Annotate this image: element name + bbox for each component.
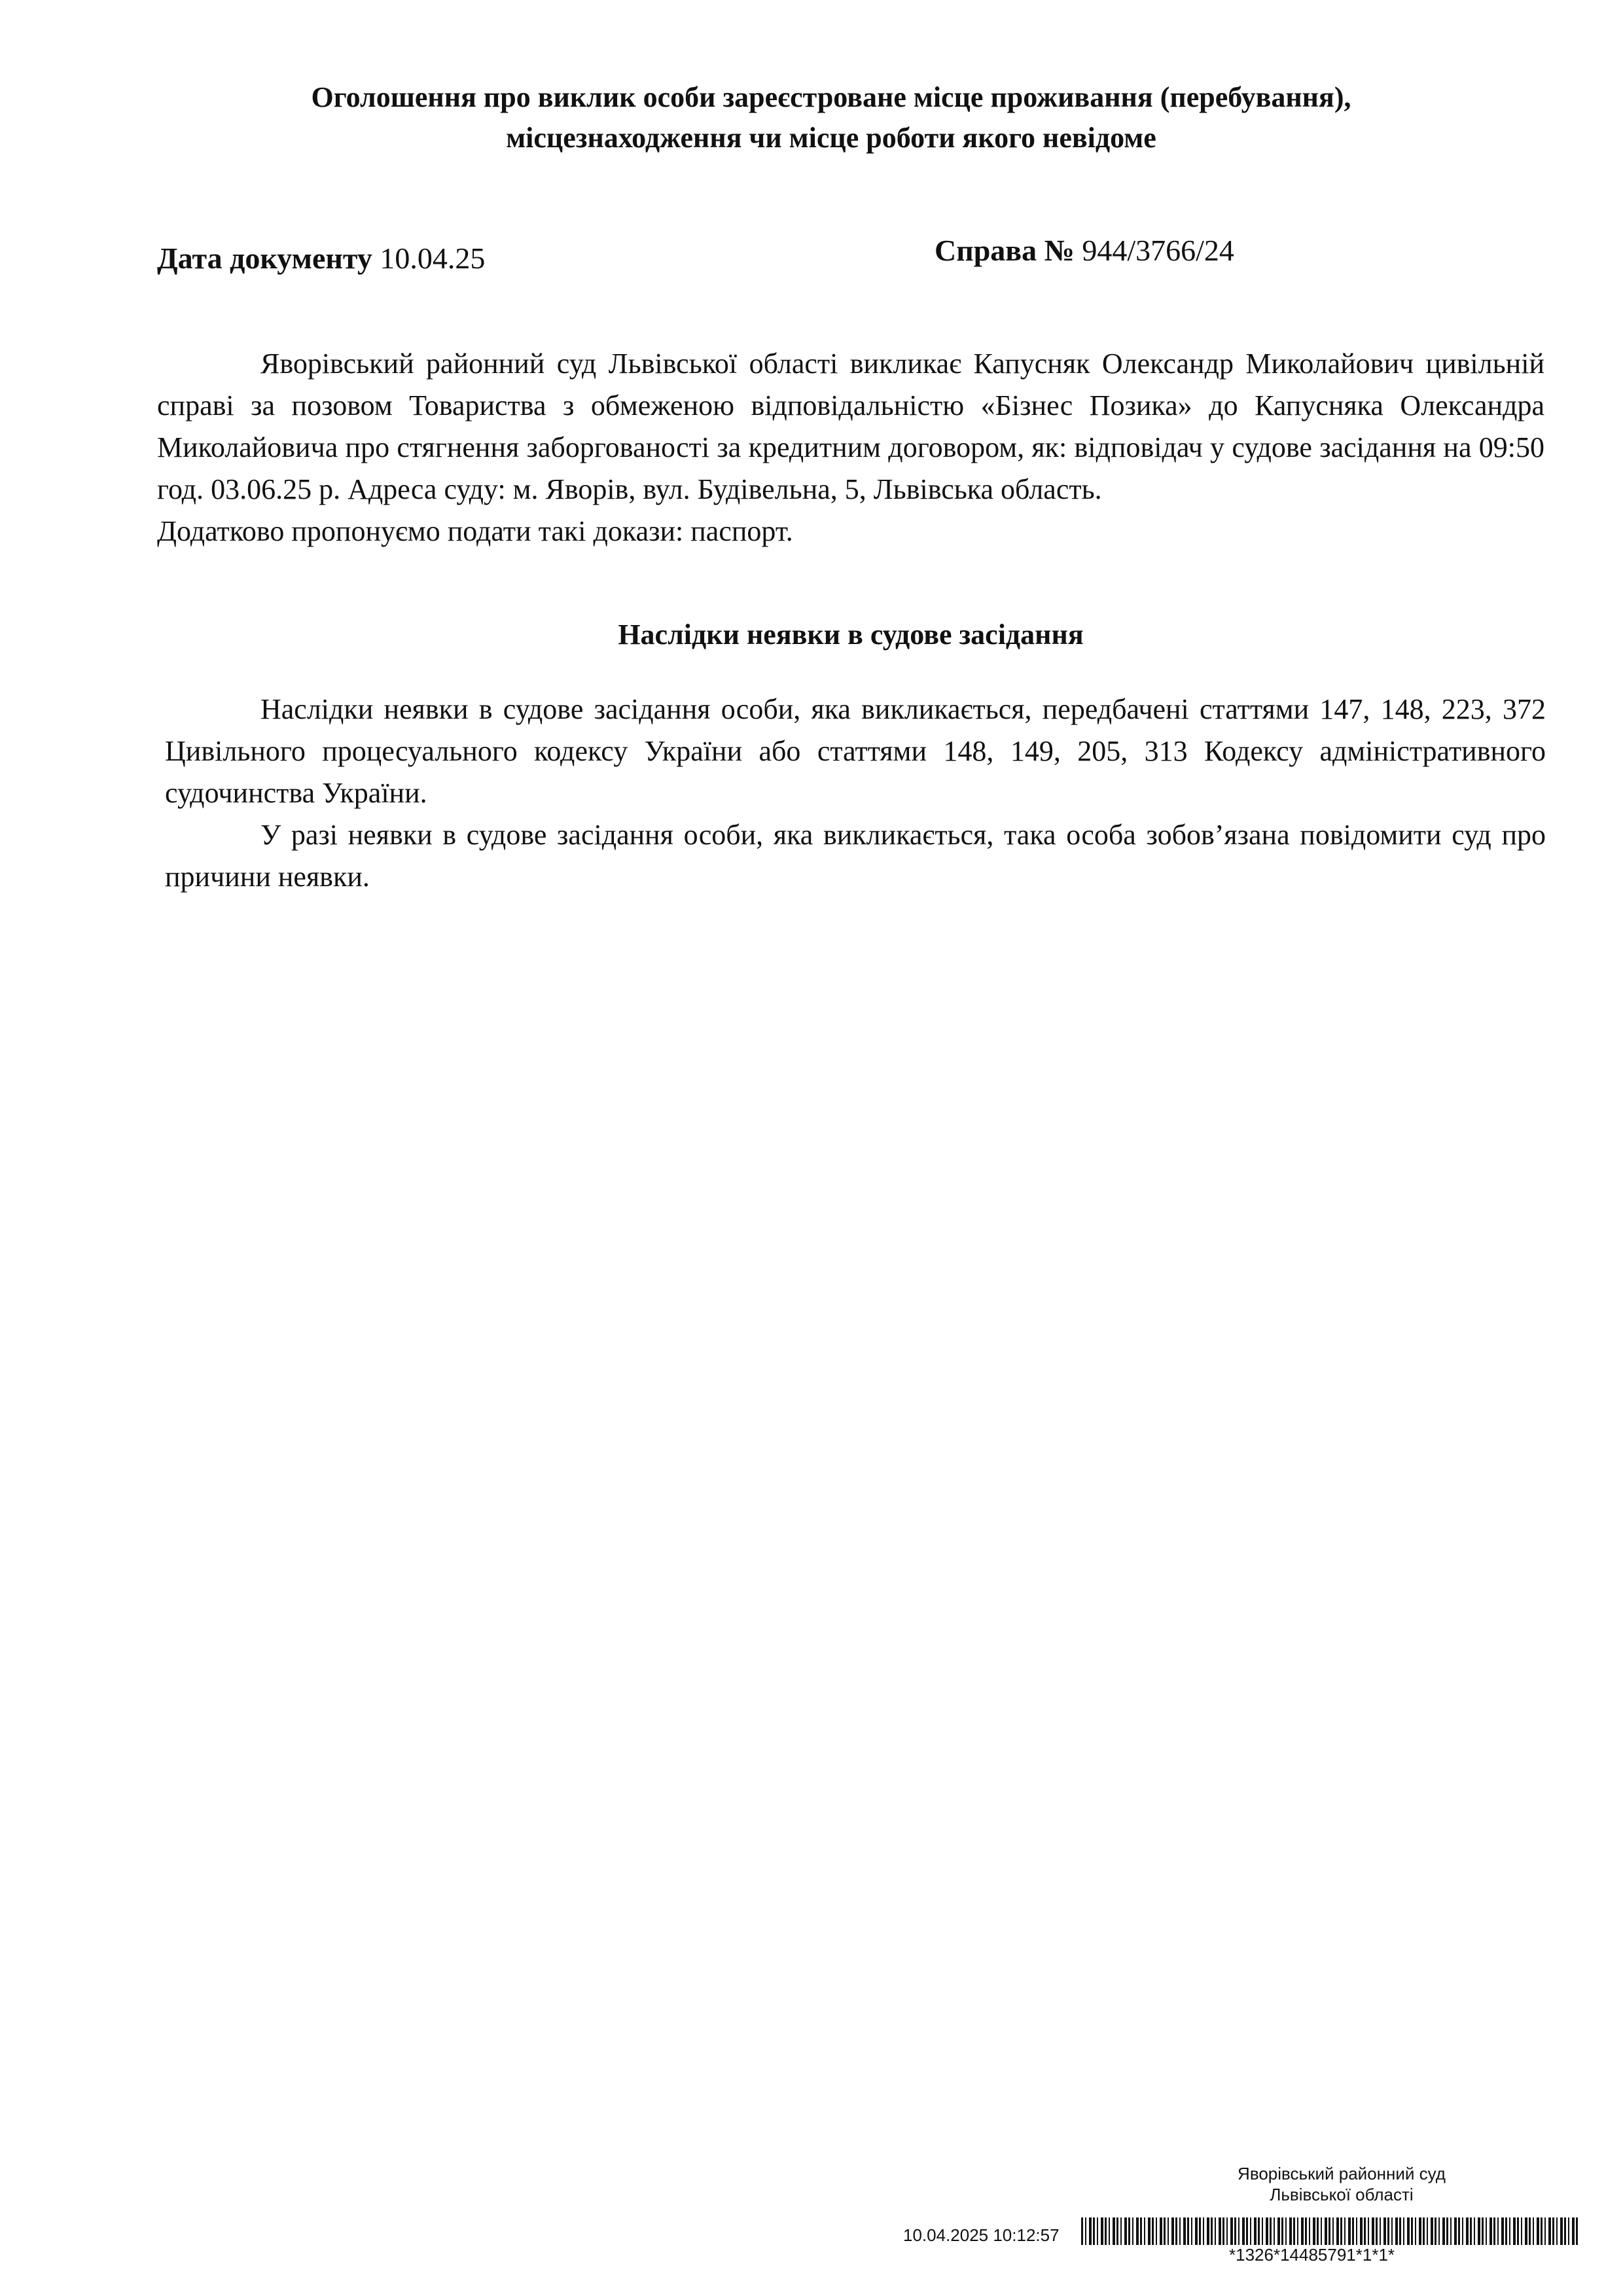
court-stamp <box>1198 2163 1486 2205</box>
registration-datetime: 10.04.2025 10:12:57 <box>903 2225 1060 2245</box>
barcode-code: *1326*14485791*1*1* <box>1229 2245 1395 2265</box>
consequences-paragraph-1: Наслідки неявки в судове засідання особи, яка викликається, передбачені статтями 147, 148, 223, 372 Цивільного процесуального кодексу України або статтями 148, 149, 205, 313 Кодексу адміністративного судочинства України. <box>165 693 1546 809</box>
case-number <box>935 233 1234 268</box>
summons-paragraph: Яворівський районний суд Львівської області викликає Капусняк Олександр Миколайович цивільній справі за позовом Товариства з обмеженою відповідальністю «Бізнес Позика» до Капусняка Олександра Миколайовича про стягнення заборгованості за кредитним договором, як: відповідач у судове засідання на 09:50 год. 03.06.25 р. Адреса суду: м. Яворів, вул. Будівельна, 5, Львівська область. <box>157 348 1544 505</box>
case-number-value: 944/3766/24 <box>1082 234 1234 267</box>
document-title <box>157 77 1505 158</box>
document-date-label: Дата документу <box>157 242 372 275</box>
summons-additional: Додатково пропонуємо подати такі докази: паспорт. <box>157 515 793 547</box>
document-date <box>157 241 485 276</box>
consequences-body <box>165 689 1546 898</box>
document-date-value: 10.04.25 <box>380 242 486 275</box>
barcode-image <box>1081 2217 1578 2245</box>
court-stamp-line-1: Яворівський районний суд <box>1238 2164 1446 2183</box>
court-stamp-line-2: Львівської області <box>1270 2185 1414 2204</box>
case-number-label: Справа № <box>935 234 1075 267</box>
consequences-paragraph-2: У разі неявки в судове засідання особи, яка викликається, така особа зобов’язана повідомити суд про причини неявки. <box>165 819 1546 893</box>
consequences-heading: Наслідки неявки в судове засідання <box>618 619 1084 651</box>
summons-body <box>157 343 1544 552</box>
title-line-1: Оголошення про виклик особи зареєстроване місце проживання (перебування), <box>311 81 1351 113</box>
title-line-2: місцезнаходження чи місце роботи якого невідоме <box>506 122 1156 154</box>
